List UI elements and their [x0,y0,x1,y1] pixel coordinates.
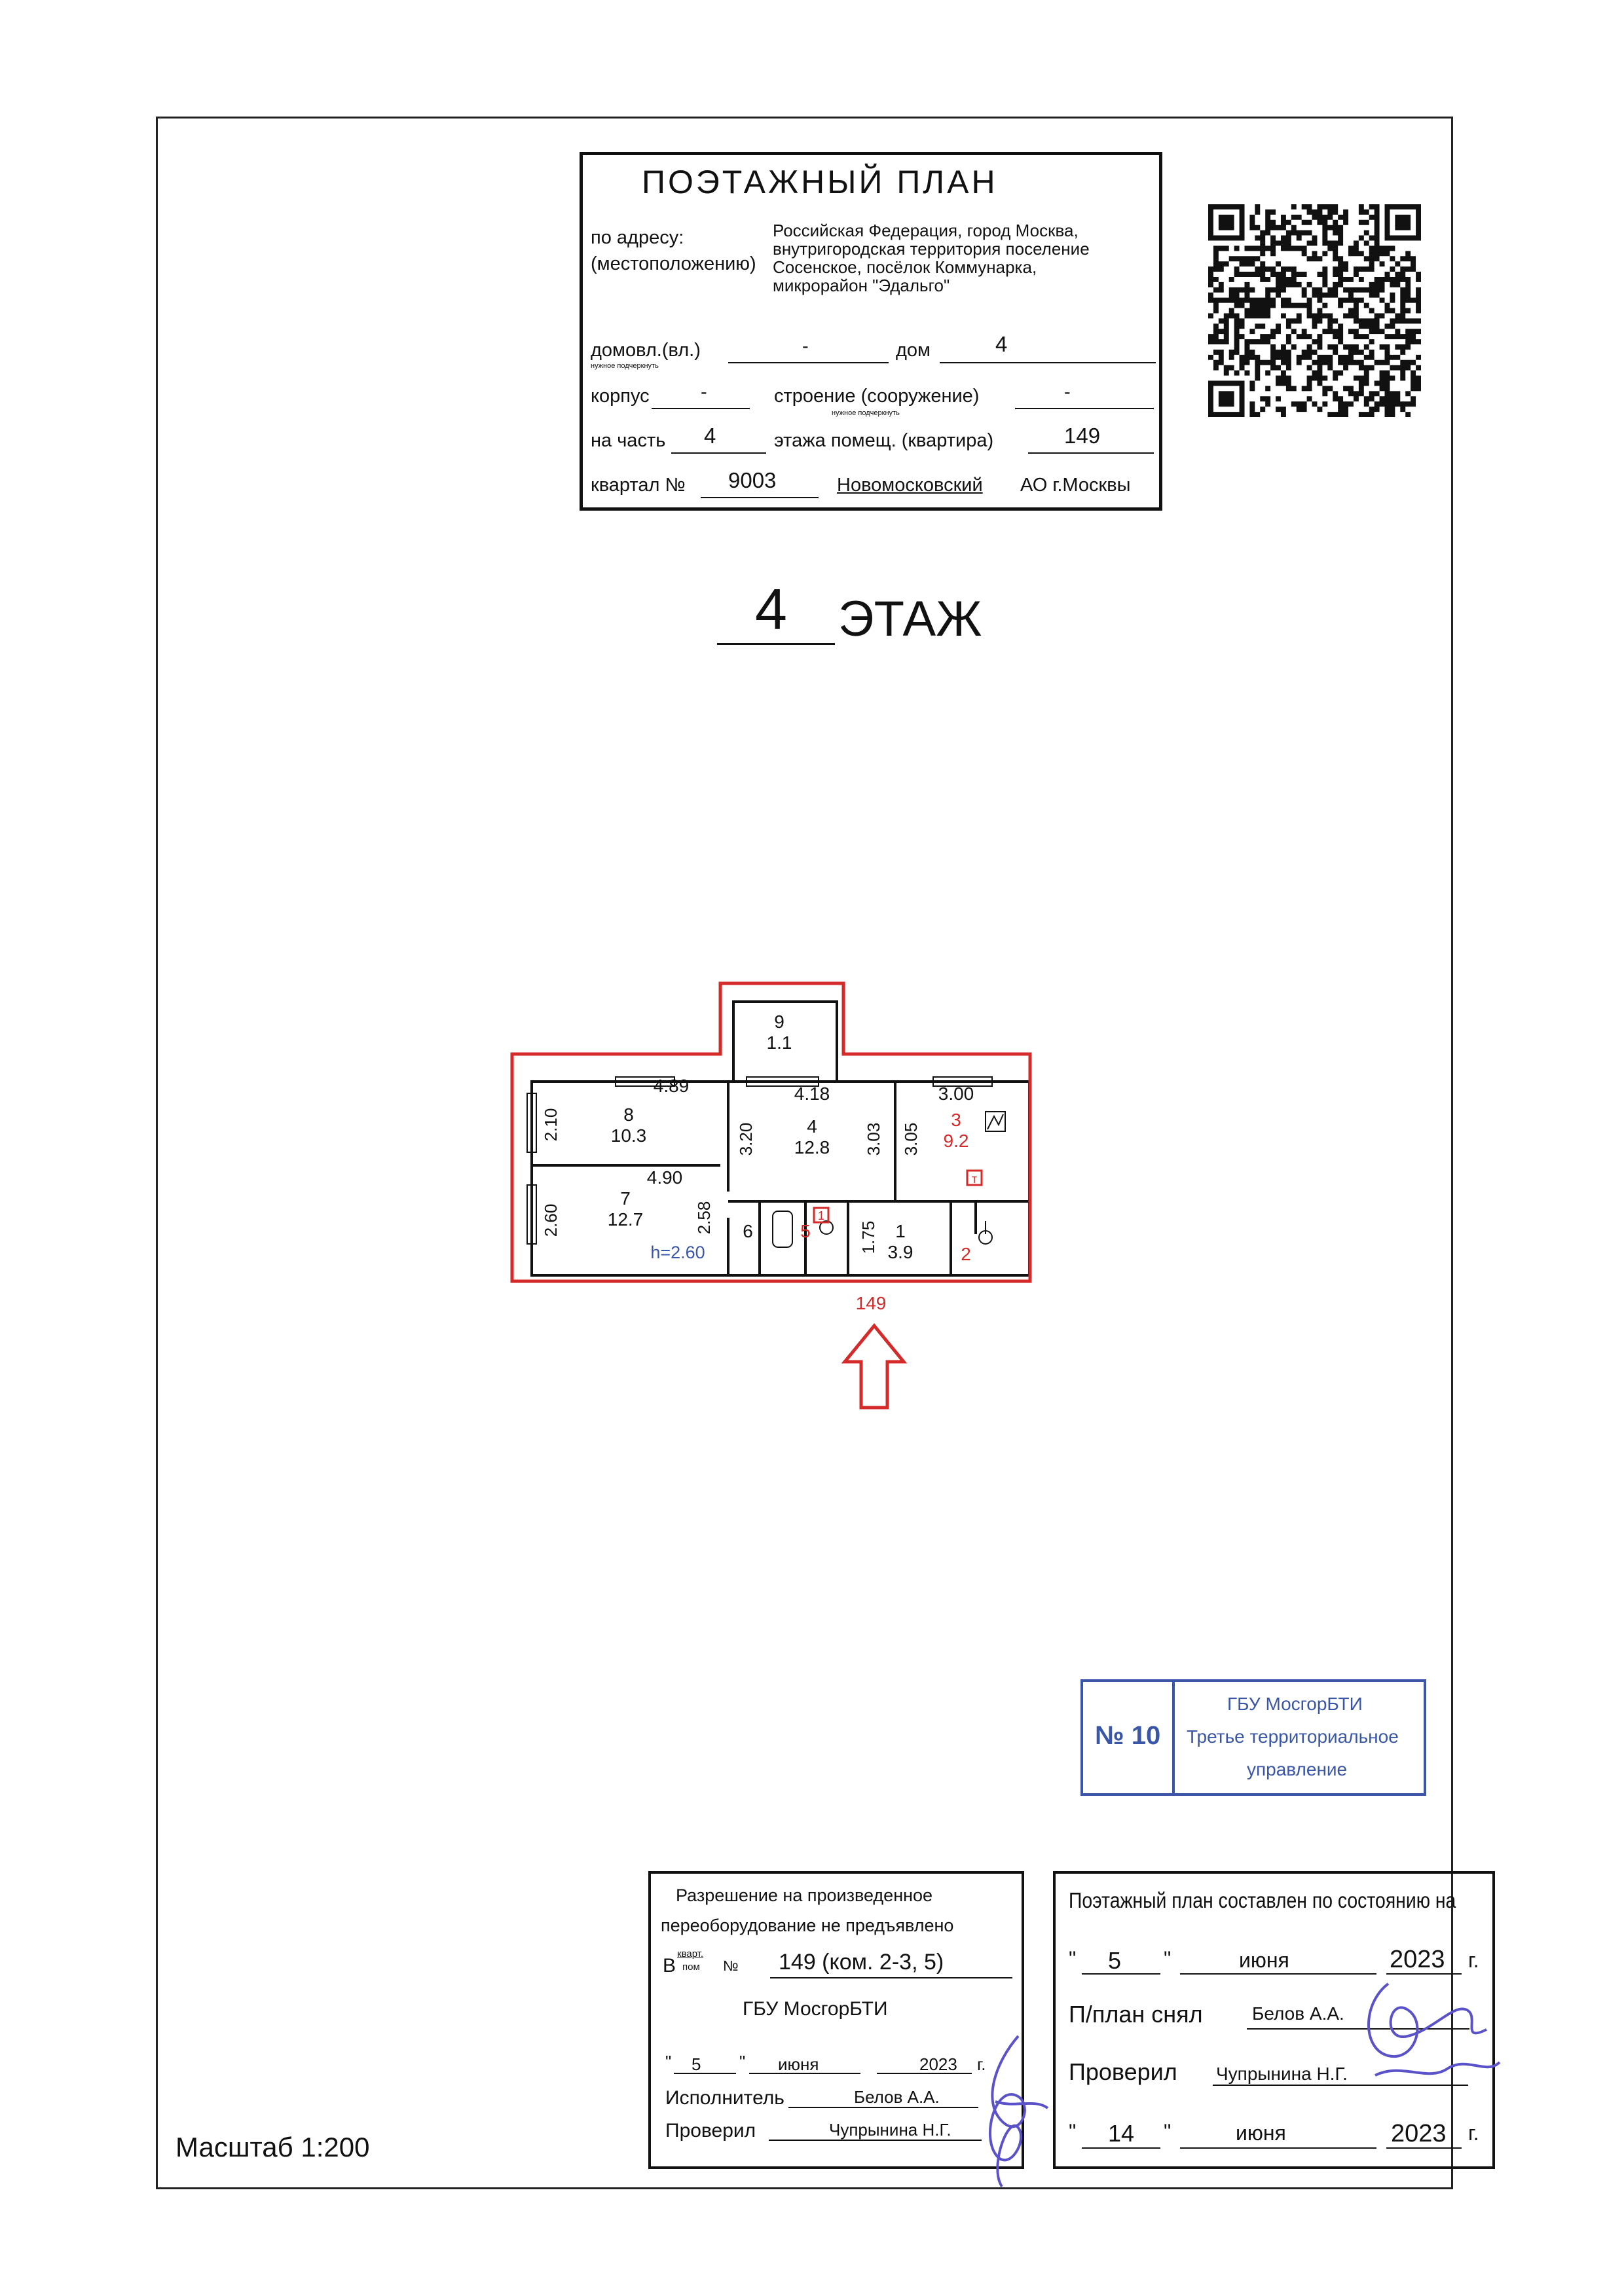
stamp-number: № 10 [1095,1721,1161,1750]
ceiling-height: h=2.60 [650,1243,705,1262]
box-t-label: т [971,1173,978,1186]
signature-2 [1349,1964,1506,2108]
dim-3-03: 3.03 [864,1122,883,1156]
underline-note-2: нужное подчеркнуть [832,409,900,417]
state-proveril-label: Проверил [1069,2058,1177,2085]
permission-g: г. [977,2054,986,2074]
state-g: г. [1468,1948,1479,1972]
kvart-value: 149 (ком. 2-3, 5) [779,1950,944,1975]
stamp-line-1: ГБУ МосгорБТИ [1227,1694,1363,1714]
floor-number-line [717,576,835,648]
room-7-area: 12.7 [607,1209,644,1230]
dim-2-58: 2.58 [694,1201,714,1235]
proveril-value: Чупрынина Н.Г. [829,2120,951,2140]
state-day: 5 [1108,1947,1122,1974]
room-4-num: 4 [807,1116,817,1137]
permission-line-1: Разрешение на произведенное [676,1886,933,1905]
room-9-num: 9 [774,1011,784,1032]
state-day-2: 14 [1108,2120,1135,2147]
room-8-area: 10.3 [610,1125,647,1146]
office-stamp [1080,1679,1426,1796]
floor-label: ЭТАЖ [838,591,982,647]
room-3-num: 3 [951,1110,961,1130]
dim-2-10: 2.10 [541,1108,561,1142]
address-line-3: Сосенское, посёлок Коммунарка, [773,257,1037,277]
proveril-label: Проверил [665,2120,756,2141]
permission-box: Разрешение на произведенное переоборудование не предъявлено В кварт. пом № 149 (ком. 2-3, 5) ГБУ МосгорБТИ " 5 " июня 2023 г. Исполнитель Белов А.А. Проверил Чупрынина Н.Г. [648,1871,1024,2169]
state-year-2: 2023 [1391,2120,1447,2147]
room-9-area: 1.1 [766,1032,792,1053]
state-box: Поэтажный план составлен по состоянию на " 5 " июня 2023 г. П/план снял Белов А.А. Проверил Чупрынина Н.Г. " 14 " июня 2023 г. [1053,1871,1495,2169]
address-line-4: микрорайон "Эдальго" [773,276,950,295]
permission-org: ГБУ МосгорБТИ [743,1998,888,2020]
ispolnitel-label: Исполнитель [665,2087,784,2109]
signature-1 [956,2023,1061,2193]
room-2-label: 2 [961,1244,971,1264]
snyal-value: Белов А.А. [1252,2003,1344,2024]
dim-4-89: 4.89 [653,1076,690,1096]
stroenie-label: строение (сооружение) [774,386,980,407]
floor-plan [504,975,1041,1421]
room-5-label: 5 [800,1221,811,1241]
dim-3-05: 3.05 [901,1122,921,1156]
kvartal-value: 9003 [728,468,777,492]
dim-4-90: 4.90 [646,1167,683,1188]
dim-3-00: 3.00 [938,1084,974,1104]
kvart-bottom: пом [682,1961,700,1973]
permission-day: 5 [692,2054,701,2074]
ispolnitel-value: Белов А.А. [854,2087,940,2107]
domovl-label: домовл.(вл.) [591,340,701,361]
v-label: В [663,1955,676,1977]
kvart-top: кварт. [677,1948,704,1959]
okrug-value: Новомосковский [837,475,983,496]
scale-label: Масштаб 1:200 [175,2132,370,2162]
address-label-2: (местоположению) [591,253,756,274]
entrance-arrow-icon [845,1326,904,1408]
state-g-2: г. [1468,2121,1479,2145]
state-proveril-value: Чупрынина Н.Г. [1216,2064,1348,2084]
address-line-2: внутригородская территория поселение [773,239,1090,259]
chast-value: 4 [704,424,716,448]
dim-4-18: 4.18 [794,1084,830,1104]
room-8-num: 8 [623,1104,634,1125]
state-title: Поэтажный план составлен по состоянию на [1069,1888,1456,1912]
kvartira-value: 149 [1064,424,1101,448]
dom-value: 4 [995,332,1008,356]
plan-title: ПОЭТАЖНЫЙ ПЛАН [642,164,998,200]
room-6-label: 6 [743,1221,753,1241]
floor-number: 4 [755,577,787,642]
permission-year: 2023 [919,2054,957,2074]
stamp-line-2: Третье территориальное [1187,1726,1399,1747]
title-block [580,152,1162,511]
address-line-1: Российская Федерация, город Москва, [773,221,1079,240]
korpus-value: - [701,382,707,403]
qr-code-icon [1208,204,1421,417]
state-month-2: июня [1236,2121,1286,2145]
kvartal-label: квартал № [591,475,686,496]
etazh-label: этажа помещ. (квартира) [774,430,994,451]
dim-3-20: 3.20 [736,1122,756,1156]
room-4-area: 12.8 [794,1137,830,1157]
permission-month: июня [778,2054,819,2074]
box-1-label: 1 [817,1209,825,1222]
apartment-number: 149 [855,1293,887,1313]
permission-line-2: переоборудование не предъявлено [661,1916,954,1935]
state-year: 2023 [1390,1946,1445,1973]
room-1-area: 3.9 [887,1242,913,1262]
dom-label: дом [896,340,931,361]
domovl-value: - [802,336,809,357]
state-month: июня [1239,1948,1289,1972]
snyal-label: П/план снял [1069,2001,1203,2028]
dim-2-60: 2.60 [541,1203,561,1237]
ao-label: АО г.Москвы [1020,475,1131,496]
stroenie-value: - [1064,382,1071,403]
korpus-label: корпус [591,386,650,407]
address-label: по адресу: [591,227,684,248]
stamp-line-3: управление [1247,1759,1348,1779]
chast-label: на часть [591,430,666,451]
room-7-num: 7 [620,1188,631,1209]
room-3-area: 9.2 [943,1131,969,1151]
underline-note: нужное подчеркнуть [591,362,659,370]
no-label: № [723,1958,739,1974]
dim-1-75: 1.75 [858,1220,878,1254]
room-1-num: 1 [895,1221,906,1241]
